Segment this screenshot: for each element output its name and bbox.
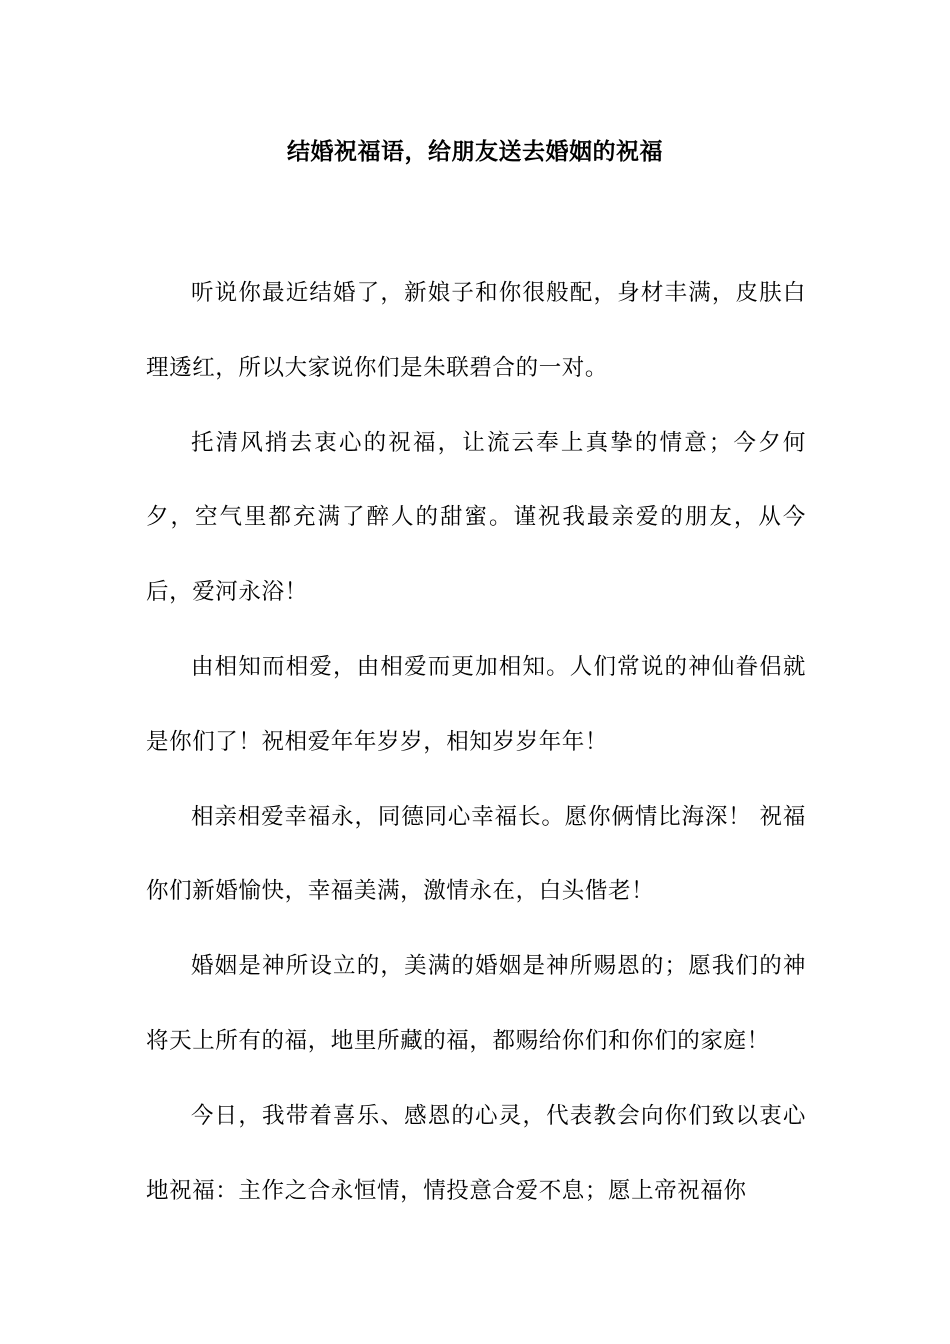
paragraph: 由相知而相爱，由相爱而更加相知。人们常说的神仙眷侣就是你们了！祝相爱年年岁岁，相知岁岁年年！: [146, 653, 806, 755]
paragraph: 托清风捎去衷心的祝福，让流云奉上真挚的情意；今夕何夕，空气里都充满了醉人的甜蜜。谨祝我最亲爱的朋友，从今后，爱河永浴！: [146, 429, 806, 606]
document-title: 结婚祝福语，给朋友送去婚姻的祝福: [287, 138, 663, 165]
paragraph: 听说你最近结婚了，新娘子和你很般配，身材丰满，皮肤白理透红，所以大家说你们是朱联碧合的一对。: [146, 280, 806, 381]
paragraph: 相亲相爱幸福永，同德同心幸福长。愿你俩情比海深！ 祝福你们新婚愉快，幸福美满，激情永在，白头偕老！: [146, 803, 806, 905]
document-body: [146, 256, 806, 1228]
paragraph: 今日，我带着喜乐、感恩的心灵，代表教会向你们致以衷心地祝福：主作之合永恒情，情投意合爱不息；愿上帝祝福你: [146, 1102, 806, 1204]
paragraph: 婚姻是神所设立的，美满的婚姻是神所赐恩的；愿我们的神将天上所有的福，地里所藏的福，都赐给你们和你们的家庭！: [146, 953, 806, 1054]
